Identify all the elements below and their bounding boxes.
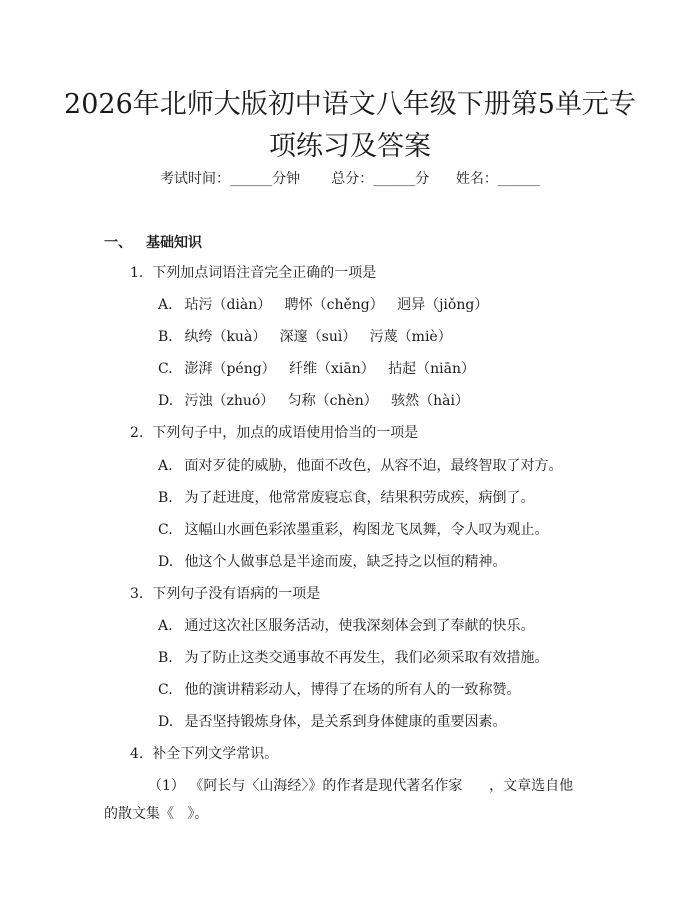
option-2c	[158, 519, 548, 539]
question-number: 2.	[130, 425, 144, 441]
option-3b	[158, 647, 548, 667]
question-number: 4.	[130, 746, 144, 762]
sub-item-1	[104, 772, 584, 828]
question-text: 下列句子中，加点的成语使用恰当的一项是	[152, 425, 419, 441]
sub-item-text: 《阿长与〈山海经〉》的作者是现代著名作家 ，文章选自他的散文集《 》。	[104, 778, 574, 822]
option-letter: A.	[158, 618, 173, 634]
option-text: 面对歹徒的威胁，他面不改色，从容不迫，最终智取了对方。	[184, 458, 563, 474]
exam-time-blank: ______	[230, 171, 273, 187]
question-number: 1.	[130, 265, 144, 281]
option-1a	[158, 294, 488, 314]
option-letter: A.	[158, 458, 173, 474]
question-4	[130, 743, 278, 763]
option-2b	[158, 487, 534, 507]
exam-time-label: 考试时间：	[160, 171, 231, 187]
option-1d	[158, 390, 469, 410]
option-text: 通过这次社区服务活动，使我深刻体会到了奉献的快乐。	[184, 618, 535, 634]
sub-item-number: （1）	[148, 778, 185, 794]
option-1c	[158, 358, 475, 378]
option-text: 这幅山水画色彩浓墨重彩，构图龙飞凤舞，令人叹为观止。	[184, 522, 549, 538]
option-1b	[158, 326, 452, 346]
option-text: 为了赶进度，他常常废寝忘食，结果积劳成疾，病倒了。	[184, 490, 535, 506]
option-text: 他的演讲精彩动人，博得了在场的所有人的一致称赞。	[184, 682, 521, 698]
option-letter: C.	[158, 682, 173, 698]
option-letter: D.	[158, 554, 174, 570]
option-text: 是否坚持锻炼身体，是关系到身体健康的重要因素。	[184, 714, 507, 730]
option-text: 纨绔（kuà） 深邃（suì） 污蔑（miè）	[184, 329, 452, 345]
student-name-label: 姓名：	[455, 171, 498, 187]
option-3a	[158, 615, 534, 635]
option-letter: C.	[158, 522, 173, 538]
option-text: 污浊（zhuó） 匀称（chèn） 骇然（hài）	[184, 393, 469, 409]
option-2a	[158, 455, 562, 475]
question-number: 3.	[130, 586, 144, 602]
question-3	[130, 583, 320, 603]
total-score-unit: 分	[415, 171, 430, 187]
exam-info-line	[0, 168, 700, 188]
section-number: 一、	[104, 235, 132, 251]
option-text: 为了防止这类交通事故不再发生，我们必须采取有效措施。	[184, 650, 549, 666]
option-text: 他这个人做事总是半途而废，缺乏持之以恒的精神。	[184, 554, 507, 570]
option-text: 澎湃（péng） 纤维（xiān） 拈起（niān）	[184, 361, 475, 377]
document-title: 2026年北师大版初中语文八年级下册第5单元专项练习及答案	[64, 89, 636, 162]
option-letter: B.	[158, 490, 173, 506]
question-text: 补全下列文学常识。	[152, 746, 279, 762]
question-1	[130, 262, 376, 282]
question-text: 下列加点词语注音完全正确的一项是	[152, 265, 377, 281]
option-text: 玷污（diàn） 聘怀（chěng） 迥异（jiǒng）	[184, 297, 489, 313]
option-3c	[158, 679, 520, 699]
question-text: 下列句子没有语病的一项是	[152, 586, 321, 602]
question-2	[130, 422, 418, 442]
total-score-blank: ______	[373, 171, 416, 187]
option-letter: D.	[158, 393, 174, 409]
section-title: 基础知识	[146, 235, 202, 251]
option-letter: C.	[158, 361, 173, 377]
option-2d	[158, 551, 506, 571]
exam-time-unit: 分钟	[272, 171, 301, 187]
option-letter: A.	[158, 297, 173, 313]
total-score-label: 总分：	[331, 171, 374, 187]
section-heading	[104, 232, 202, 252]
option-letter: B.	[158, 329, 173, 345]
student-name-blank: ______	[497, 171, 540, 187]
option-3d	[158, 711, 506, 731]
option-letter: B.	[158, 650, 173, 666]
option-letter: D.	[158, 714, 174, 730]
